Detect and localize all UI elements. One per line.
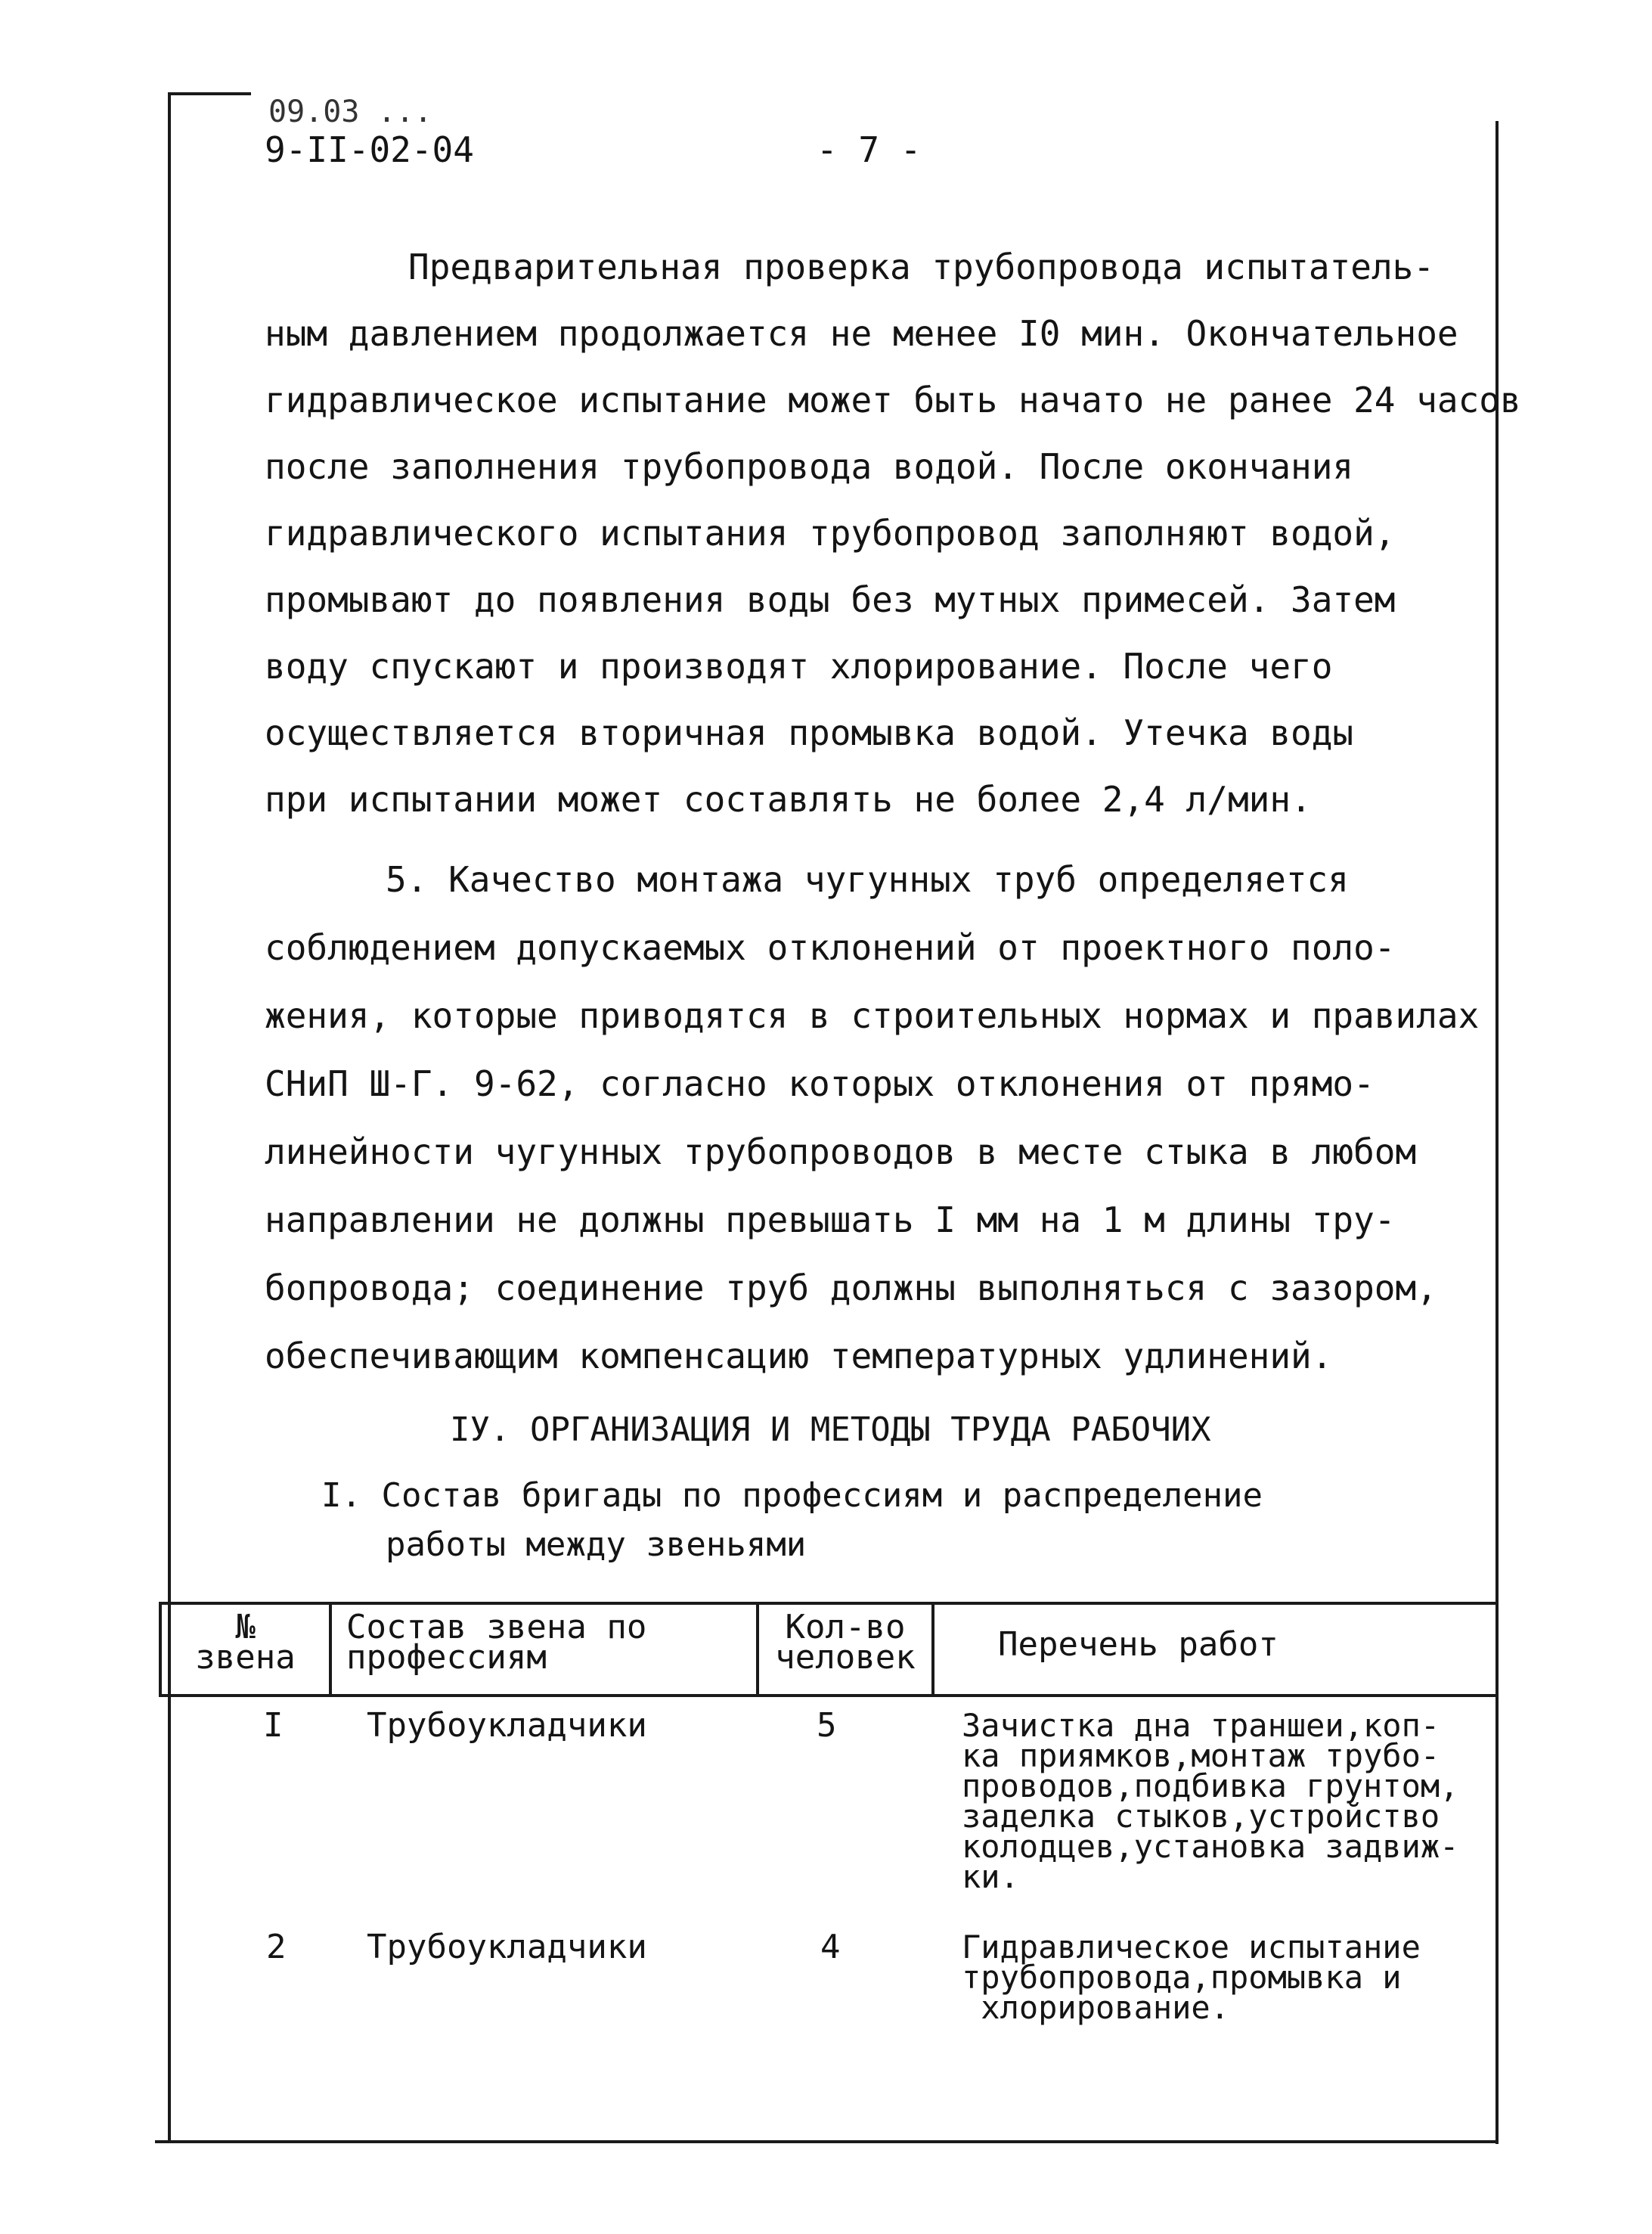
table-col-border	[931, 1602, 934, 1696]
paragraph1-line: Предварительная проверка трубопровода испытатель-	[408, 247, 1435, 287]
table-cell-composition: Трубоукладчики	[367, 1706, 647, 1745]
table-header-num: № звена	[195, 1608, 296, 1677]
page-frame-bottom	[155, 2140, 1498, 2143]
paragraph2-line: бопровода; соединение труб должны выполняться с зазором,	[265, 1267, 1437, 1308]
paragraph1-line: промывают до появления воды без мутных примесей. Затем	[265, 579, 1396, 620]
table-header-count: Кол-во человек	[775, 1608, 916, 1677]
paragraph2-line: направлении не должны превышать I мм на 1 м длины тру-	[265, 1199, 1396, 1240]
paragraph2-line: соблюдением допускаемых отклонений от проектного поло-	[265, 927, 1396, 968]
table-cell-num: I	[263, 1706, 284, 1745]
page-frame-right	[1495, 121, 1499, 2144]
table-header-works: Перечень работ	[998, 1625, 1279, 1664]
paragraph1-line: гидравлического испытания трубопровод заполняют водой,	[265, 513, 1396, 554]
table-cell-works: Зачистка дна траншеи,коп- ка приямков,монтаж трубо- проводов,подбивка грунтом, заделка стыков,устройство колодцев,установка задвиж- ки.	[962, 1707, 1459, 1895]
table-cell-works: Гидравлическое испытание трубопровода,промывка и хлорирование.	[962, 1928, 1421, 2026]
table-cell-num: 2	[266, 1928, 287, 1966]
table-rule-top	[159, 1602, 1499, 1605]
table-cell-count: 5	[817, 1706, 837, 1745]
paragraph1-line: гидравлическое испытание может быть начато не ранее 24 часов	[265, 380, 1521, 420]
table-cell-count: 4	[820, 1928, 841, 1966]
paragraph2-line: 5. Качество монтажа чугунных труб определяется	[386, 859, 1349, 900]
section-title: IУ. ОРГАНИЗАЦИЯ И МЕТОДЫ ТРУДА РАБОЧИХ	[450, 1410, 1211, 1449]
table-header-composition: Состав звена по профессиям	[346, 1608, 647, 1677]
paragraph2-line: линейности чугунных трубопроводов в месте стыка в любом	[265, 1131, 1417, 1172]
page-frame-left	[168, 92, 171, 2142]
paragraph1-line: при испытании может составлять не более 2,4 л/мин.	[265, 779, 1312, 820]
document-code-top: 09.03 ...	[268, 95, 432, 129]
paragraph2-line: СНиП Ш-Г. 9-62, согласно которых отклонения от прямо-	[265, 1063, 1375, 1104]
section-subtitle: работы между звеньями	[386, 1525, 807, 1564]
section-subtitle: I. Состав бригады по профессиям и распределение	[321, 1476, 1263, 1515]
page-frame-top	[168, 92, 251, 95]
paragraph2-line: обеспечивающим компенсацию температурных удлинений.	[265, 1336, 1333, 1376]
table-col-border	[329, 1602, 332, 1696]
document-code: 9-II-02-04	[265, 129, 474, 170]
paragraph1-line: осуществляется вторичная промывка водой. Утечка воды	[265, 712, 1354, 753]
table-cell-composition: Трубоукладчики	[367, 1928, 647, 1966]
table-rule-header	[159, 1694, 1499, 1697]
paragraph2-line: жения, которые приводятся в строительных нормах и правилах	[265, 995, 1480, 1036]
page-number: - 7 -	[817, 129, 922, 170]
paragraph1-line: ным давлением продолжается не менее I0 мин. Окончательное	[265, 313, 1458, 354]
paragraph1-line: после заполнения трубопровода водой. После окончания	[265, 446, 1354, 487]
paragraph1-line: воду спускают и производят хлорирование. После чего	[265, 646, 1333, 687]
